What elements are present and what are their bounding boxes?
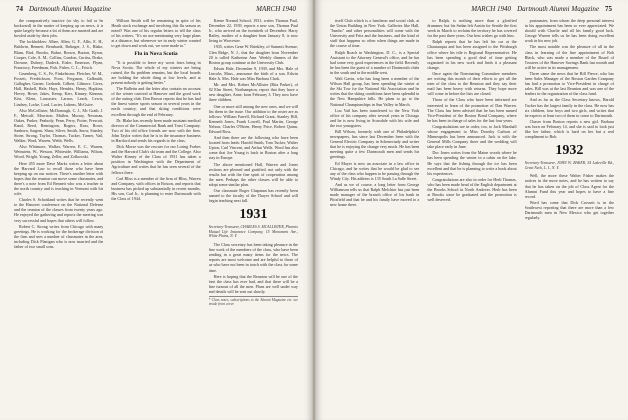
paragraph: Keene Normal School, 1931, writes Thomas Paul, December 22, 1939, reports a new son, Thomas Paul Jr., who arrived on the twentieth of December. Harry Bailey, mother of a daughter born January 8, is now living in Worcester. — [208, 18, 298, 44]
paragraph: Dr. Blake has recently been made assistant medical director of the Commercial Bank and Trust Company. Two of his old office friends are now with the firm. John Taylor writes that he is in the insurance business in Hartford and sends his regards to the class. — [111, 117, 201, 143]
issue-date: MARCH 1940 — [471, 5, 512, 13]
paragraph: Lou Vail has been transferred to the New York office of his company after several years in Chicago and he is now living in Scarsdale with his wife and the two youngsters. — [330, 107, 420, 128]
paragraph: Well, the more these Walter Fisher makes the notices in the more notes, and he has written to say that he has taken on the job of Class Agent for the Alumni Fund this year and hopes to have a fine record. — [524, 173, 614, 199]
section-heading: Flu in Nova Scotia — [134, 50, 178, 57]
paragraph: The above mentioned Hall, Warren and Jones sections are pleased and gratified, not only with the results but with the fine spirit of cooperation among the men. Perhaps the other classes will be able to adopt some similar plan. — [208, 161, 298, 187]
paragraph: And then there are the following who have been located from leads: Harold Smith, Tom Tucker, Walter Upton, Carl Vincent, and Arthur Wells. Word has also come that Joe Young is back in Boston after a long stay in Europe. — [208, 135, 298, 161]
paragraph: "It is possible to leave my worst fears being in Nova Scotia. The whole of my winters are being ruined, the flu problem remains, but the local boards are holding the whole thing at low levels, and at present nobody is getting better." — [111, 59, 201, 85]
paragraph: Carl Bliss is a member of the firm of Bliss, Warren and Company, with offices in Boston, and reports that business has picked up substantially in recent months. His son, Carl Jr., is planning to enter Dartmouth with the Class of 1944. — [111, 175, 201, 201]
column-3 — [525, 18, 614, 416]
paragraph: Ralph reports that he has left his car at the Chautauqua and has been assigned to the Pittsburgh office where his title is Regional Representative. He has been spending a good deal of time getting organized in his new work and finds it a pleasant change. — [427, 39, 517, 70]
paragraph: Doc Jones writes from the Maine woods where he has been spending the winter in a cabin on the lake. He says that the fishing through the ice has been excellent and that he is planning to write a book about his experiences. — [427, 150, 517, 176]
paragraph: The Class secretary has been taking pleasure in the fine work of the members of the class, who have been sending in a great many items for the news. The reports are most welcome and are helpful to those of us who have not been in touch with the class for some time. — [208, 242, 298, 273]
column-3 — [209, 18, 298, 416]
paragraph: Congratulations are in order, too, to Jack Marshall whose engagement to Miss Dorothy Carlson of Minneapolis has been announced. Jack is with the General Mills Company there and the wedding will take place early in June. — [427, 123, 517, 150]
paragraph: the comparatively inactive (or shy to fail or be backward) in the matter of keeping up on news, it is quite largely because a lot of them are married and are bowled aside by their jobs. — [14, 18, 104, 39]
paragraph: Bill Wilson, formerly with one of Philadelphia's newspapers, has since last December been with the General Electric Company in Schenectady and writes that he is enjoying the change very much. He has been meeting quite a few Dartmouth men and sends his greetings. — [330, 128, 420, 160]
paragraph: And as far as the Class Secretary knows, Harold Tucker has the largest family in the class. He now has six children, four boys and two girls, and writes that he expects at least two of them to come to Dartmouth. — [524, 97, 614, 118]
column-1 — [330, 18, 419, 416]
paragraph: Dick Morse was the rescuer for our Loring Forbes and the Harvard Club's ski team and the College. Also Walter Kinney of the Class of 1931 has taken a position in Washington with the Department of Agriculture and writes that he has seen several of the fellows there. — [111, 144, 201, 175]
paragraph: to Ralph, is nothing more than a glorified drummer, but his Sedan left Austin for Seattle the first week in March to reclaim the territory he has covered for the past three years. Our best wishes go with him. — [427, 18, 517, 39]
paragraph: Those of the Class who have been informed are interested to learn of the promotion of Dan Warren. The Class has been advised that he has been named Vice-President of the Boston Bond Company, where he has been in charge of sales for the last four years. — [427, 97, 517, 123]
paragraph: 1935, writes Gene W. Brinkley, of Summit Avenue, Glen Ridge, N. J., that the daughter born November 20 is called Katherine Ann. Weekly dinners of the Boston group continue at the University Club. — [208, 44, 298, 65]
paragraph: Mr. and Mrs. Robert McAllister (Rita Parker), of 82 Elm Street, Northampton, report that they have a new daughter, Anne, born February 3. They now have three children. — [208, 82, 298, 103]
paragraph: The Bulletin and the letter also contain an account of the winter carnival at Hanover and the good work of the outing club. Don Brown reports that he has had the finest winter sports season in several years in the north country, and that skiing conditions were excellent through the end of February. — [111, 86, 201, 117]
paragraph: Three came the news that he Bill Pierce, who has been Sales Manager of the Boston Garden Company has had a promotion to Vice-President in charge of sales. Bill was at the last Reunion and was one of the leaders in the organization of the class fund. — [524, 70, 614, 97]
paragraph: Congratulations are also in order for Herb Thomas, who has been made head of the English department at the Brooks School in North Andover. Herb has been at Brooks since he graduated and the promotion is well deserved. — [427, 176, 517, 203]
right-page — [316, 0, 628, 420]
paragraph: Robert C. Strong writes from Chicago with many greetings. He is working for the brokerage division of the firm and sees a number of classmates in the area, including Dick Flanigan who is now married and the father of two small sons. — [14, 223, 104, 250]
paragraph: Also Whitmore, Walker, Warren, E. C., Warren, Weinstein, W., Wesson, Whiteside, Williams, Wilson, Wood, Wright, Young, Zeller, and Zolkowski. — [14, 144, 104, 160]
paragraph: Our classmate Roger Chapman has recently been named to the faculty of the Thayer School and will begin teaching next fall. — [208, 188, 298, 204]
paragraph: One or more still among the new ones, and we will list them in the issue. Our addition to the roster are as follows: William Farrell, Richard Grant, Stanley Hill, Kenneth Jones, Frank Lowell, Paul Martin, George Nelson, Charles O'Brien, Henry Price, Robert Quinn, Edward Ross. — [208, 103, 298, 134]
paragraph: Chaser from Boston reports a new girl. Barbara was born on February 14, and she is said to look just like her father, which is hard on her but a real compliment to Bob. — [524, 118, 614, 140]
running-head — [16, 5, 296, 15]
paragraph: Charles S. Schottland writes that he recently went to the Hanover conference on the National Defense and the reunion of the classes from twenty years ago. He enjoyed the gathering and reports the meeting was very successful and hopes that others will follow. — [14, 197, 104, 223]
page-number: 75 — [605, 5, 612, 13]
issue-date: MARCH 1940 — [256, 5, 296, 13]
paragraph: postmaster, from whom the deep personal interest in his appointment has been so ever appreciated. We should wish Charlie and all his family good luck. George Warren tells us he has been doing excellent work in his new job. — [524, 18, 614, 44]
running-title: Dartmouth Alumni Magazine — [29, 5, 111, 13]
class-year-heading: 1932 — [555, 143, 584, 159]
paragraph: Ed Mayer is now an associate in a law office in Chicago, and he writes that he would be glad to see any of the class who happen to be passing through the Windy City. His address is 135 South La Salle Street. — [330, 160, 420, 181]
paragraph: Walt Gavin, who has long been a member of the Wilson Hall group, has been spending the winter at the Ski Tow for the National Ski Association and he writes that the skiing conditions have been splendid in the New Hampshire hills. He plans to go to the National Championships in Sun Valley in March. — [330, 76, 420, 107]
paragraph: Gruenberg, C. S., Fe, Finkelstone, Fletcher, W. M., Fossett, Fredrickson, Frost, Ferguson, Galbraith, Gallagher, Garner, Gerhardt, Gilbert, Gilmore, Gives, Hall, Haskell, Hale, Hays, Hendrix, Henry, Hopkins, Hovey, Howe, Jakes, Kemp, Kerr, Kinney, Kinnear, Kiss, Klein, Lancaster, Larson, Leach, Lewis, Lindsey, Locke, Lord, Lucier, Lukens, McGuire. — [14, 70, 104, 107]
column-2 — [111, 18, 200, 416]
paragraph: And as we of course, a long letter from George Williamson tells us that Ralph Melchior has just been made manager of the branch office of his bank in Pittsfield and that he and his family have moved to a new home there. — [330, 181, 420, 208]
paragraph: Willson Smith will be remaining in spite of his Heath stock exchange and involving this flu season as noted? Was one of his regular letters to tell the class of his writers, "It's no use mentioning very large plans at a distance, but whenever we in early winter wanted to get down and work out, we were made to." — [111, 18, 201, 49]
column-2 — [427, 18, 516, 416]
paragraph: itself Club which is a luncheon and social club, at the Union Building in New York. Galleries like Hall, "Jumbo" and other personalities will come with the University and Fritz and the business, and the kind of stuff that happens so often when things are made in the course of time. — [330, 18, 420, 49]
class-year-heading: 1931 — [239, 207, 268, 223]
running-head — [332, 5, 612, 15]
paragraph: Here is hoping that the Reunion will be one of the best the class has ever had, and that there will be a fine turnout of all the men. Plans are well under way and details will be sent out shortly. — [208, 273, 298, 294]
paragraph: Edwin Hale, December 9, 1939, and Mrs. Hale of Lincoln, Mass., announce the birth of a son, Edwin Hale Jr. Mrs. Hale was Miss Barbara Clark. — [208, 65, 298, 82]
text-columns — [330, 18, 614, 416]
class-secretary-line: Secretary-Treasurer, CHARLES S. MCALLISTER, Phoenix Mutual Life Insurance Company, 15 Monument Ave., White Plains, N. Y. — [208, 225, 298, 239]
paragraph: Also McCollister, McDonough, C. J., Mc Grath, J. F., Metcalf, Morrison, Mullen, Murray, Newman, Oakes, Parker, Peabody, Penn, Perry, Potter, Prescott, Rand, Reed, Remington, Rogers, Ross, Rowe, Sanborn, Sargent, Shaw, Silver, Smith, Snow, Stanley, Stone, Strong, Taylor, Thomas, Tucker, Turner, Vail, Walker, Ward, Warren, Webb, Wells. — [14, 107, 104, 144]
class-secretary-line: Secretary-Treasurer, JOHN W. BAKER, 54 Lakeville Rd., Great Neck, L. I., N. Y. — [524, 161, 614, 170]
paragraph: Ralph Roach in Washington, D. C., is a Special Assistant to the Attorney General's office, and he has had some very good experiences in the field. Recently he has been the guest of a number of Dartmouth clubs in the south and in the middle west. — [330, 49, 420, 75]
paragraph: Word has come that Dick Crossett is in the Southwest reporting that there are more than a few Dartmouth men in New Mexico who get together regularly. — [524, 199, 614, 221]
column-1 — [14, 18, 103, 416]
page-number: 74 — [16, 5, 23, 13]
paragraph: The most notable was the pleasure of all in the class in learning of the fine appointment of Bob Black, who was made a member of the Board of Trustees of the Hanover Savings Bank last month and will be active in its management. — [524, 44, 614, 70]
footnote: * Class notes, subscriptions to the Alumni Magazine etc. see inside front cover. — [208, 298, 298, 307]
left-page — [0, 0, 312, 420]
paragraph: The lockholders: Albee, Allen, G. F., Allis, E. H., Baldwin, Bennett, Bernhardt, Bolinger, J. S., Blake, Blum, Bird, Brooks, Bubar, Brown, Burton, Byron, Cooper, Cole, A. M., Collins, Condon, Curtiss, Drake, Drowne, Dubrey, Dudeck, Eisler, Emerson, Flynn, Franciscy, Freedman, Fish, Fisher, C. L., Frisch. — [14, 39, 104, 70]
text-columns — [14, 18, 298, 416]
paragraph: Once again the Nominating Committee members are writing this month of their efforts to get all the men of the class to the Reunion and they say their mail has been heavy with returns. They hope more will come in before the lists are closed. — [427, 70, 517, 97]
paragraph: Here 455 more Dave Marks writes a letter about the Harvard Law to recall those who have been keeping up on our notices. There's another letter with hopes that the reunion can move some classmates, and there's a note from Ed Bennett who was a teacher in the north country and is teaching in Vermont with his wife. — [14, 160, 104, 197]
running-title: Dartmouth Alumni Magazine — [517, 5, 599, 13]
